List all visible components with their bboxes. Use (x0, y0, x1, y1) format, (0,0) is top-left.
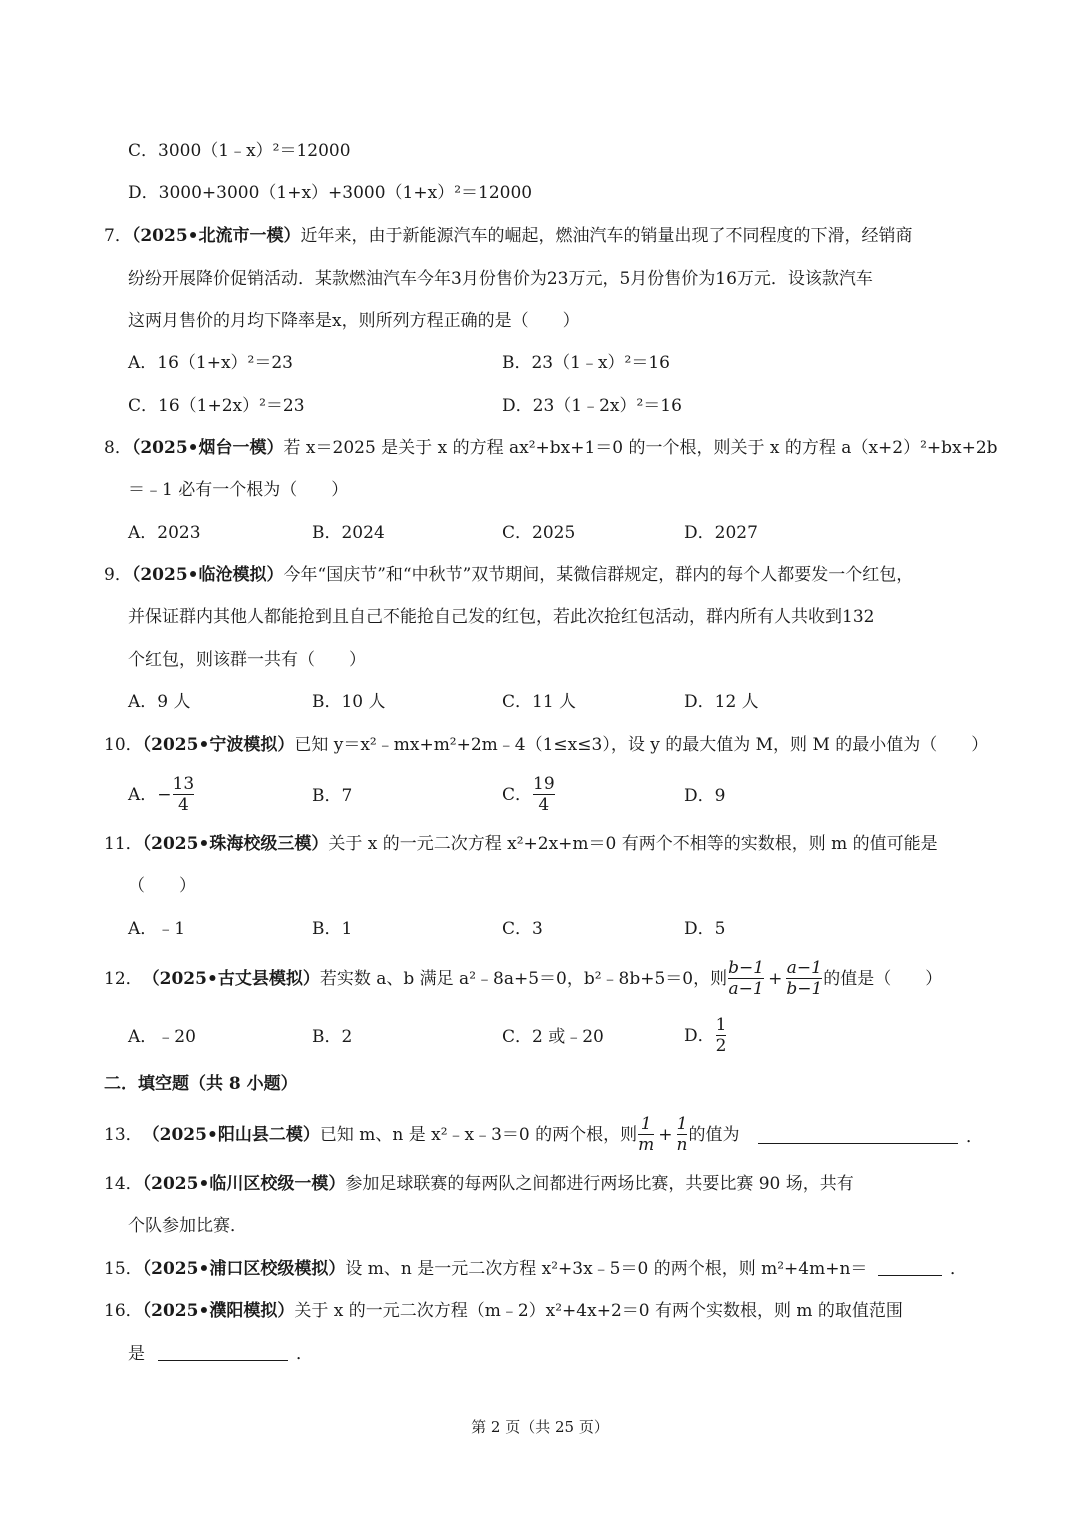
q14-number: 14． (104, 1174, 143, 1194)
fraction-denominator: m (638, 1135, 655, 1155)
q12-text-pre: 若实数 a、b 满足 a²﹣8a+5＝0，b²﹣8b+5＝0，则 (319, 968, 728, 989)
q8-line1 (104, 437, 998, 459)
q11-option-a: A．﹣1 (128, 919, 186, 939)
q10-number: 10． (104, 735, 143, 755)
q13-plus: + (658, 1124, 673, 1145)
q10-option-b: B．7 (312, 786, 353, 806)
q8-option-d: D．2027 (684, 523, 758, 543)
q9-option-b: B．10 人 (312, 692, 386, 712)
q12-line1 (104, 958, 942, 999)
q8-option-a: A．2023 (128, 523, 201, 543)
q10-option-c (502, 774, 556, 815)
q11-option-b: B．1 (312, 919, 353, 939)
q8-option-c: C．2025 (502, 523, 576, 543)
q7-source: （2025•北流市一模） (131, 226, 301, 246)
q9-line3: 个红包，则该群一共有（ ） (128, 650, 366, 670)
q16-number: 16． (104, 1301, 143, 1321)
fraction-numerator: 19 (533, 774, 555, 794)
q12-plus: + (768, 968, 783, 989)
q13-fraction-1 (638, 1114, 654, 1155)
q15-end: ． (950, 1259, 967, 1279)
q16-answer-blank (158, 1343, 288, 1365)
q12-text-post: 的值是（ ） (823, 968, 943, 989)
q11-line1 (104, 833, 938, 855)
q10-text: 已知 y＝x²﹣mx+m²+2m﹣4（1≤x≤3），设 y 的最大值为 M，则 M 的最小值为（ ） (294, 735, 989, 755)
q11-text: 关于 x 的一元二次方程 x²+2x+m＝0 有两个不相等的实数根，则 m 的值可能是 (328, 834, 938, 854)
q9-option-c: C．11 人 (502, 692, 577, 712)
q13-number: 13． (104, 1124, 143, 1145)
q11-line2: （ ） (128, 876, 196, 896)
q13-end: ． (966, 1127, 983, 1147)
q9-option-a: A．9 人 (128, 692, 191, 712)
fraction-numerator: b−1 (728, 958, 765, 978)
q10-line1 (104, 734, 988, 756)
q10-option-a (128, 774, 195, 815)
q10-option-c-label: C． (502, 784, 533, 805)
q9-line2: 并保证群内其他人都能抢到且自己不能抢自己发的红包，若此次抢红包活动，群内所有人共收到132 (128, 607, 875, 627)
q16-end: ． (296, 1344, 313, 1364)
q15-number: 15． (104, 1259, 143, 1279)
q15-text: 设 m、n 是一元二次方程 x²+3x﹣5＝0 的两个根，则 m²+4m+n＝ (345, 1259, 868, 1279)
q12-fraction-1 (728, 958, 764, 999)
q10-option-a-sign: − (157, 784, 172, 805)
fraction-denominator: n (676, 1135, 688, 1155)
fraction-denominator: b−1 (786, 979, 823, 999)
q10-option-a-label: A． (128, 784, 158, 805)
q11-number: 11． (104, 834, 143, 854)
fraction-denominator: 2 (715, 1036, 727, 1056)
q15-line1 (104, 1258, 867, 1280)
q16-text-pre: 是 (128, 1344, 145, 1364)
q9-text: 今年“国庆节”和“中秋节”双节期间，某微信群规定，群内的每个人都要发一个红包， (283, 565, 914, 585)
q13-fraction-2 (677, 1114, 688, 1155)
q8-line2: ＝﹣1 必有一个根为（ ） (128, 480, 349, 500)
q13-text-pre: 已知 m、n 是 x²﹣x﹣3＝0 的两个根，则 (319, 1124, 638, 1145)
q12-option-a: A．﹣20 (128, 1027, 196, 1047)
q13-line1 (104, 1114, 739, 1155)
fraction-denominator: 4 (533, 794, 555, 815)
q16-line2 (128, 1343, 145, 1365)
q12-option-b: B．2 (312, 1027, 353, 1047)
q12-source: （2025•古丈县模拟） (142, 968, 320, 989)
q8-number: 8． (104, 438, 132, 458)
q11-option-c: C．3 (502, 919, 543, 939)
q11-option-d: D．5 (684, 919, 726, 939)
q14-line1 (104, 1173, 854, 1195)
q15-answer-blank (878, 1258, 942, 1280)
q16-text: 关于 x 的一元二次方程（m﹣2）x²+4x+2＝0 有两个实数根，则 m 的取值范围 (294, 1301, 903, 1321)
q9-line1 (104, 564, 913, 586)
q7-number: 7． (104, 226, 132, 246)
q16-line1 (104, 1300, 903, 1322)
q14-source: （2025•临川区校级一模） (142, 1174, 346, 1194)
q6-option-c: C．3000（1﹣x）²＝12000 (128, 141, 351, 161)
fraction-denominator: 4 (173, 794, 195, 815)
q8-source: （2025•烟台一模） (131, 438, 284, 458)
q12-option-d-fraction (716, 1015, 727, 1056)
q14-text: 参加足球联赛的每两队之间都进行两场比赛，共要比赛 90 场，共有 (345, 1174, 854, 1194)
q14-line2: 个队参加比赛． (128, 1216, 247, 1236)
q13-source: （2025•阳山县二模） (142, 1124, 320, 1145)
q10-option-a-fraction (173, 774, 195, 815)
q10-option-d: D．9 (684, 786, 726, 806)
q7-line3: 这两月售价的月均下降率是x，则所列方程正确的是（ ） (128, 311, 580, 331)
q15-source: （2025•浦口区校级模拟） (142, 1259, 346, 1279)
q16-source: （2025•濮阳模拟） (142, 1301, 295, 1321)
q13-text-post: 的值为 (688, 1124, 740, 1145)
q12-option-d (684, 1015, 727, 1056)
q7-option-b: B．23（1﹣x）²＝16 (502, 353, 670, 373)
q7-line1 (104, 225, 913, 247)
q6-option-d: D．3000+3000（1+x）+3000（1+x）²＝12000 (128, 183, 533, 203)
q9-source: （2025•临沧模拟） (131, 565, 284, 585)
fraction-numerator: 13 (172, 774, 195, 794)
q8-text: 若 x＝2025 是关于 x 的方程 ax²+bx+1＝0 的一个根，则关于 x 的方程 a（x+2）²+bx+2b (283, 438, 998, 458)
q12-option-d-label: D． (684, 1025, 715, 1046)
fraction-numerator: 1 (640, 1114, 652, 1134)
q9-option-d: D．12 人 (684, 692, 759, 712)
q8-option-b: B．2024 (312, 523, 385, 543)
q12-fraction-2 (786, 958, 822, 999)
q12-option-c: C．2 或﹣20 (502, 1027, 604, 1047)
q7-line2: 纷纷开展降价促销活动．某款燃油汽车今年3月份售价为23万元，5月份售价为16万元．设该款汽车 (128, 269, 873, 289)
fraction-numerator: a−1 (786, 958, 822, 978)
fraction-numerator: 1 (715, 1015, 727, 1035)
q7-text: 近年来，由于新能源汽车的崛起，燃油汽车的销量出现了不同程度的下滑，经销商 (300, 226, 913, 246)
page-number: 第 2 页（共 25 页） (471, 1418, 609, 1436)
q9-number: 9． (104, 565, 132, 585)
q12-number: 12． (104, 968, 143, 989)
q7-option-d: D．23（1﹣2x）²＝16 (502, 396, 682, 416)
q7-option-c: C．16（1+2x）²＝23 (128, 396, 305, 416)
section-2-title: 二．填空题（共 8 小题） (104, 1074, 298, 1094)
fraction-numerator: 1 (676, 1114, 688, 1134)
q11-source: （2025•珠海校级三模） (142, 834, 329, 854)
q13-answer-blank (758, 1126, 958, 1148)
q10-source: （2025•宁波模拟） (142, 735, 295, 755)
q7-option-a: A．16（1+x）²＝23 (128, 353, 294, 373)
fraction-denominator: a−1 (728, 979, 764, 999)
q10-option-c-fraction (533, 774, 555, 815)
